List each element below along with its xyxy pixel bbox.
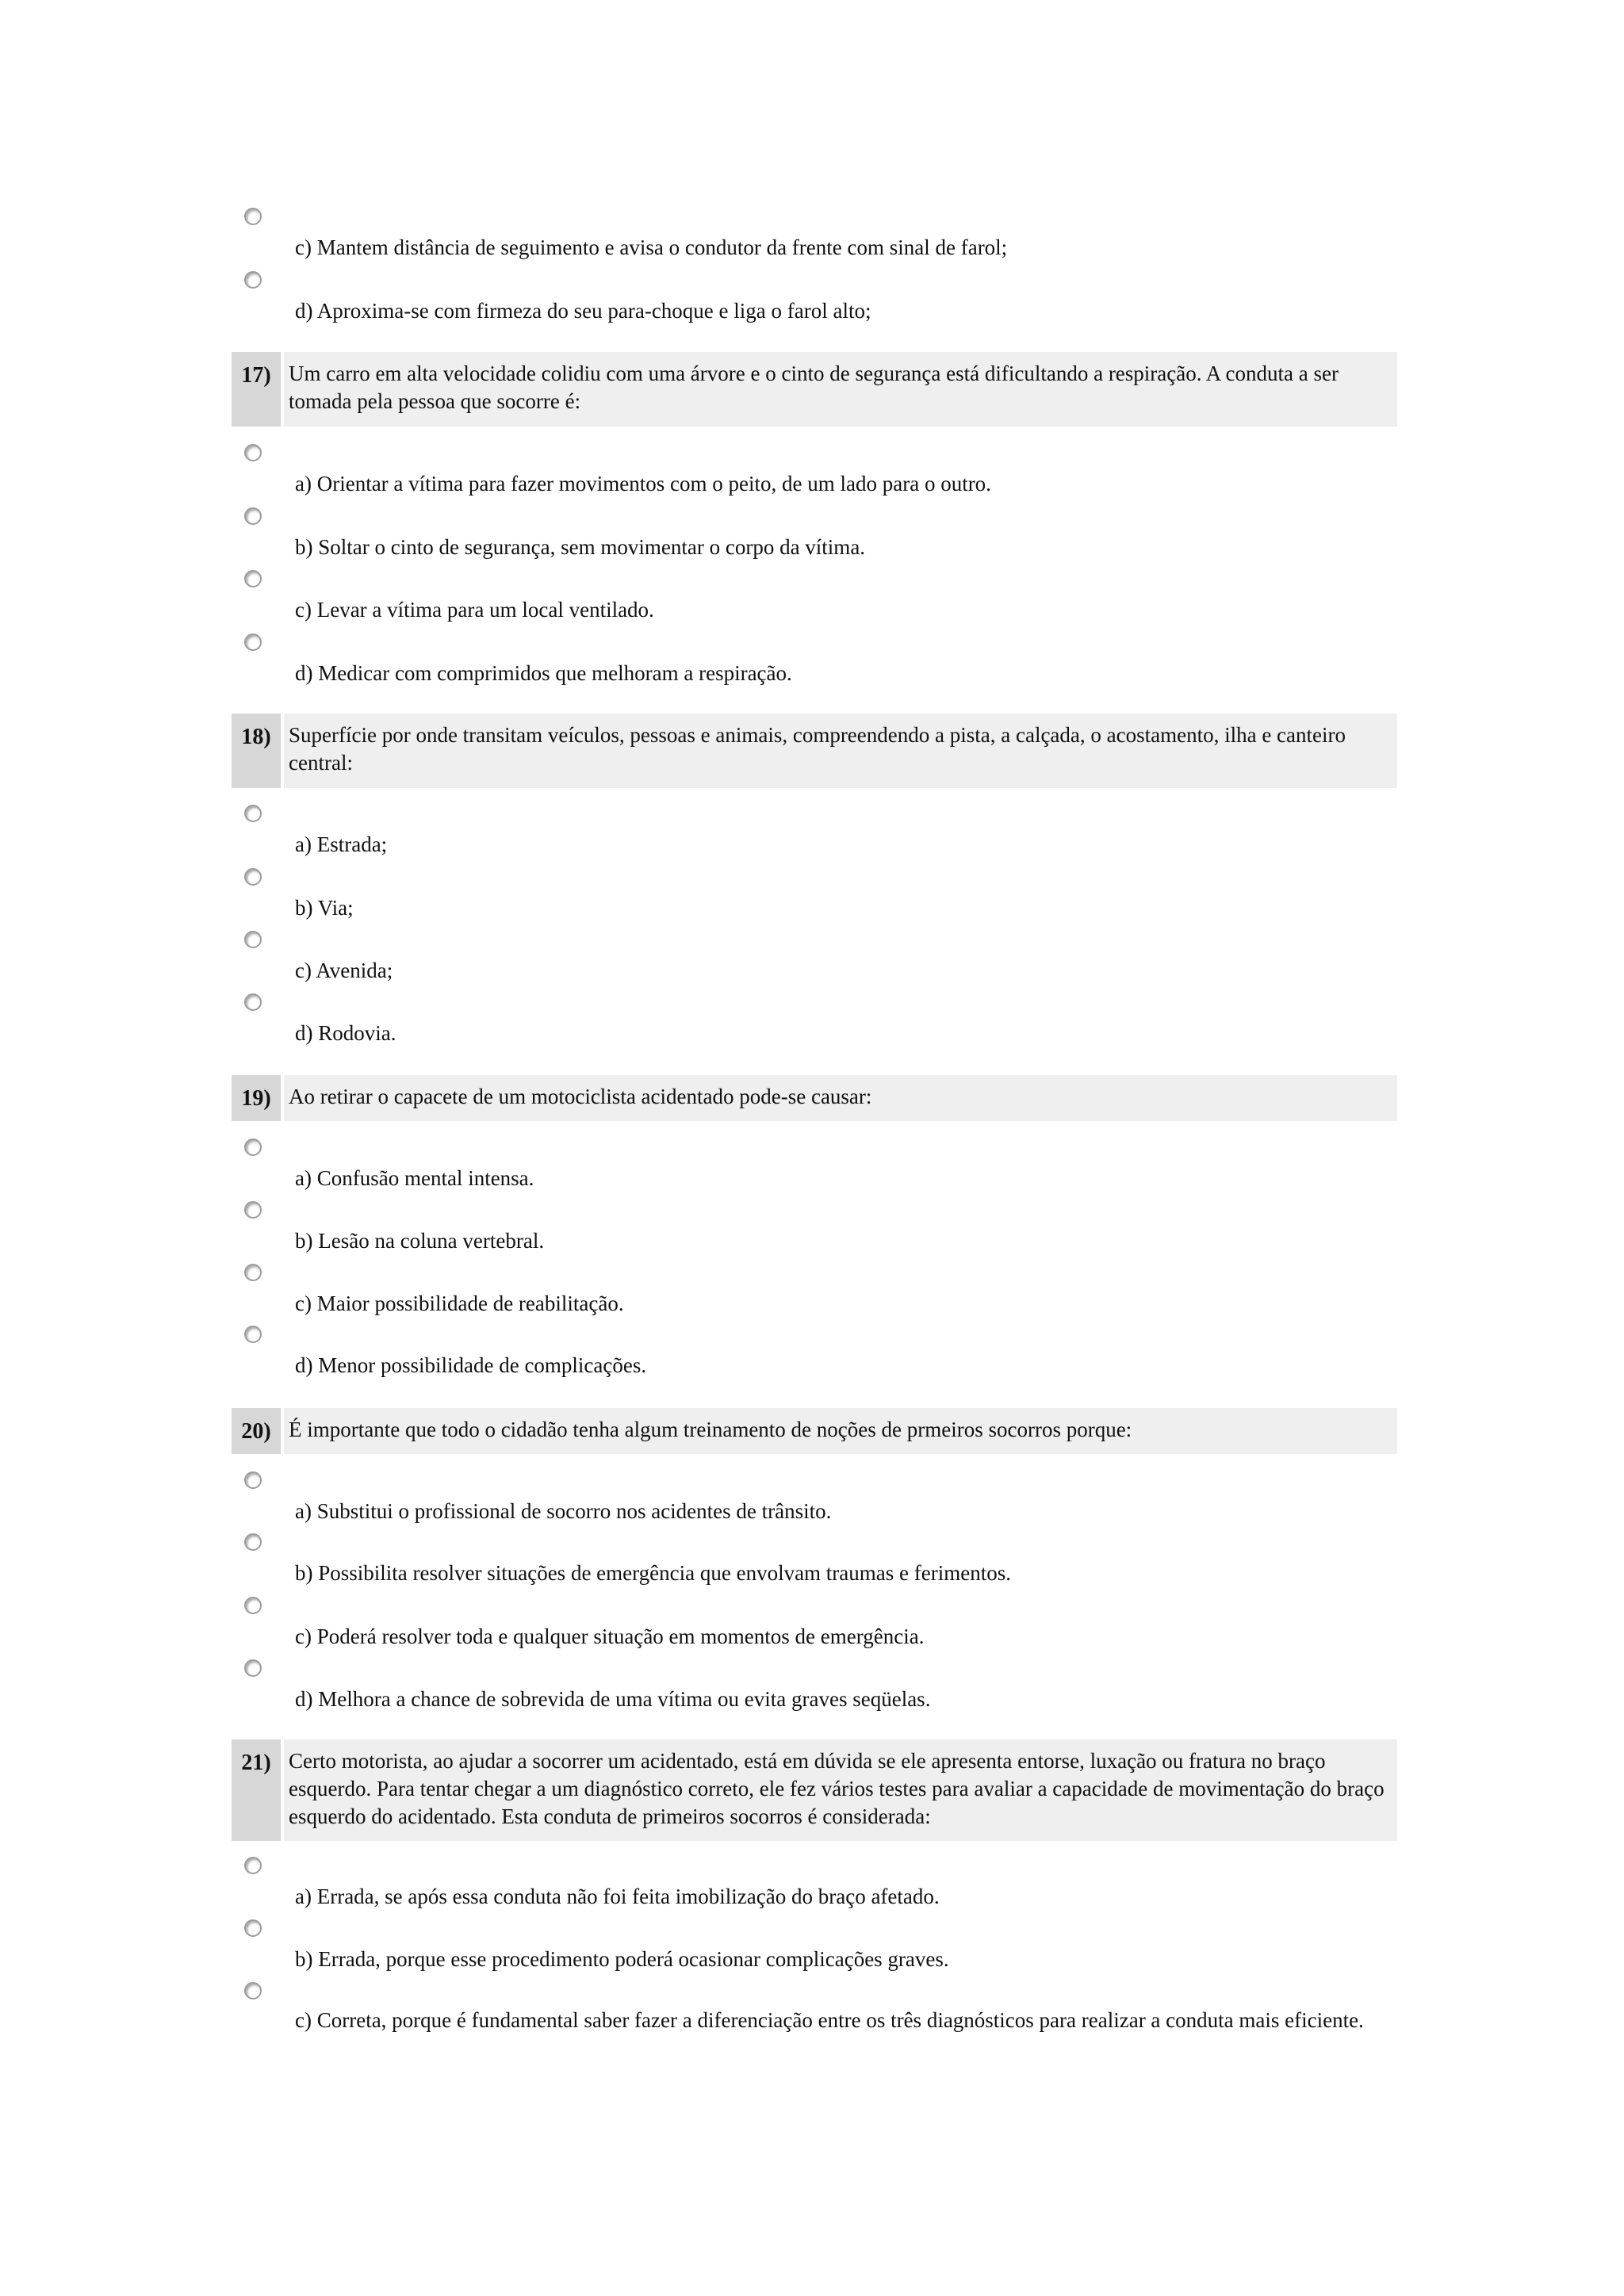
option-label: c) Maior possibilidade de reabilitação. <box>295 1292 624 1315</box>
option-19-d[interactable] <box>0 1326 1624 1383</box>
option-20-c[interactable] <box>0 1597 1624 1654</box>
radio-button[interactable] <box>244 444 262 461</box>
option-21-c[interactable] <box>0 1982 1624 2069</box>
option-19-b[interactable] <box>0 1201 1624 1258</box>
option-20-a[interactable] <box>0 1471 1624 1529</box>
radio-button[interactable] <box>244 1982 262 1999</box>
radio-button[interactable] <box>244 1138 262 1156</box>
radio-button[interactable] <box>244 931 262 948</box>
question-text: Um carro em alta velocidade colidiu com uma árvore e o cinto de segurança está dificultando a respiração. A conduta a ser tomada pela pessoa que socorre é: <box>284 352 1397 427</box>
option-label: a) Confusão mental intensa. <box>295 1166 534 1190</box>
radio-button[interactable] <box>244 633 262 651</box>
radio-button[interactable] <box>244 271 262 289</box>
question-text: Superfície por onde transitam veículos, pessoas e animais, compreendendo a pista, a calçada, o acostamento, ilha e canteiro central: <box>284 714 1397 788</box>
option-18-a[interactable] <box>0 805 1624 862</box>
radio-button[interactable] <box>244 1264 262 1281</box>
option-label: c) Mantem distância de seguimento e avisa o condutor da frente com sinal de farol; <box>295 235 1008 259</box>
radio-button[interactable] <box>244 570 262 587</box>
option-17-c[interactable] <box>0 570 1624 627</box>
option-prev-d[interactable] <box>0 271 1624 328</box>
radio-button[interactable] <box>244 208 262 225</box>
option-label: b) Soltar o cinto de segurança, sem movimentar o corpo da vítima. <box>295 535 866 559</box>
option-label: c) Poderá resolver toda e qualquer situação em momentos de emergência. <box>295 1624 925 1648</box>
option-label: b) Possibilita resolver situações de emergência que envolvam traumas e ferimentos. <box>295 1561 1011 1585</box>
option-label: c) Avenida; <box>295 959 393 982</box>
radio-button[interactable] <box>244 1597 262 1614</box>
radio-button[interactable] <box>244 1857 262 1874</box>
option-19-a[interactable] <box>0 1138 1624 1196</box>
question-text: É importante que todo o cidadão tenha algum treinamento de noções de prmeiros socorros porque: <box>284 1408 1397 1454</box>
option-label: b) Lesão na coluna vertebral. <box>295 1229 545 1253</box>
option-20-b[interactable] <box>0 1533 1624 1590</box>
radio-button[interactable] <box>244 993 262 1011</box>
question-20-header <box>232 1408 1397 1454</box>
option-label: a) Errada, se após essa conduta não foi feita imobilização do braço afetado. <box>295 1885 940 1908</box>
question-19-header <box>232 1075 1397 1121</box>
option-label: d) Menor possibilidade de complicações. <box>295 1353 647 1377</box>
radio-button[interactable] <box>244 1471 262 1489</box>
question-17-header <box>232 352 1397 427</box>
radio-button[interactable] <box>244 1326 262 1343</box>
option-label: d) Melhora a chance de sobrevida de uma vítima ou evita graves seqüelas. <box>295 1687 931 1711</box>
question-number: 21) <box>232 1739 281 1841</box>
option-label: b) Via; <box>295 896 354 920</box>
option-label: c) Levar a vítima para um local ventilado. <box>295 598 654 622</box>
question-number: 17) <box>232 352 281 427</box>
question-number: 18) <box>232 714 281 788</box>
question-18-header <box>232 714 1397 788</box>
radio-button[interactable] <box>244 1919 262 1937</box>
option-17-a[interactable] <box>0 444 1624 501</box>
radio-button[interactable] <box>244 1533 262 1551</box>
question-number: 20) <box>232 1408 281 1454</box>
radio-button[interactable] <box>244 805 262 822</box>
option-label: a) Estrada; <box>295 832 388 856</box>
option-label: a) Orientar a vítima para fazer movimentos com o peito, de um lado para o outro. <box>295 472 991 496</box>
option-17-d[interactable] <box>0 633 1624 691</box>
question-number: 19) <box>232 1075 281 1121</box>
radio-button[interactable] <box>244 507 262 525</box>
question-text: Certo motorista, ao ajudar a socorrer um acidentado, está em dúvida se ele apresenta entorse, luxação ou fratura no braço esquerdo. Para tentar chegar a um diagnóstico correto, ele fez vários testes para avaliar a capacidade de movimentação do braço esquerdo do acidentado. Esta conduta de primeiros socorros é considerada: <box>284 1739 1397 1841</box>
question-text: Ao retirar o capacete de um motociclista acidentado pode-se causar: <box>284 1075 1397 1121</box>
option-label: c) Correta, porque é fundamental saber fazer a diferenciação entre os três diagnósticos para realizar a conduta mais eficiente. <box>295 2008 1364 2032</box>
option-label: b) Errada, porque esse procedimento poderá ocasionar complicações graves. <box>295 1947 949 1971</box>
option-prev-c[interactable] <box>0 208 1624 265</box>
option-label: a) Substitui o profissional de socorro nos acidentes de trânsito. <box>295 1499 832 1523</box>
option-20-d[interactable] <box>0 1659 1624 1716</box>
option-18-c[interactable] <box>0 931 1624 988</box>
option-21-b[interactable] <box>0 1919 1624 1976</box>
option-19-c[interactable] <box>0 1264 1624 1321</box>
option-18-d[interactable] <box>0 993 1624 1050</box>
radio-button[interactable] <box>244 1201 262 1219</box>
option-label: d) Medicar com comprimidos que melhoram a respiração. <box>295 661 792 685</box>
option-18-b[interactable] <box>0 868 1624 925</box>
question-21-header <box>232 1739 1397 1841</box>
option-label: d) Rodovia. <box>295 1021 396 1045</box>
radio-button[interactable] <box>244 868 262 886</box>
option-21-a[interactable] <box>0 1857 1624 1914</box>
option-label: d) Aproxima-se com firmeza do seu para-choque e liga o farol alto; <box>295 299 871 323</box>
radio-button[interactable] <box>244 1659 262 1677</box>
option-17-b[interactable] <box>0 507 1624 564</box>
